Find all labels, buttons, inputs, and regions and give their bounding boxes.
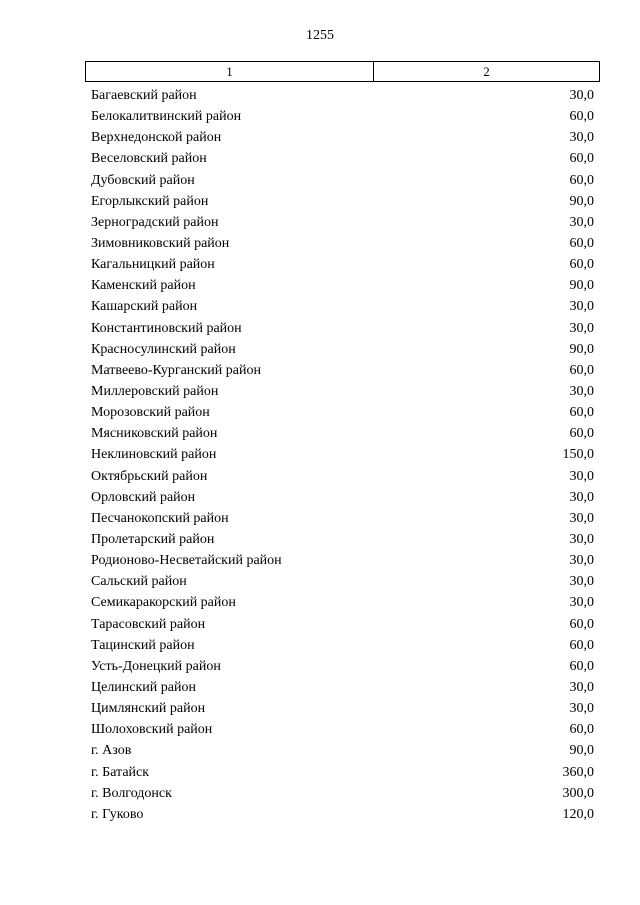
district-value: 60,0 — [569, 426, 594, 442]
district-value: 30,0 — [569, 510, 594, 526]
table-row — [85, 635, 600, 656]
district-value: 60,0 — [569, 257, 594, 273]
district-value: 60,0 — [569, 151, 594, 167]
district-value: 30,0 — [569, 531, 594, 547]
district-name: Мясниковский район — [91, 426, 218, 442]
table-header-row — [85, 61, 600, 82]
district-value: 60,0 — [569, 362, 594, 378]
table-row — [85, 592, 600, 613]
district-value: 360,0 — [562, 764, 594, 780]
table-row — [85, 423, 600, 444]
table-row — [85, 508, 600, 529]
district-value: 60,0 — [569, 405, 594, 421]
district-value: 90,0 — [569, 341, 594, 357]
table-row — [85, 127, 600, 148]
district-name: Верхнедонской район — [91, 130, 222, 146]
district-name: Константиновский район — [91, 320, 242, 336]
district-value: 60,0 — [569, 109, 594, 125]
table-row — [85, 254, 600, 275]
table-row — [85, 550, 600, 571]
district-name: Веселовский район — [91, 151, 207, 167]
table-row — [85, 444, 600, 465]
district-value: 30,0 — [569, 88, 594, 103]
table-row — [85, 360, 600, 381]
table-row — [85, 402, 600, 423]
district-value: 60,0 — [569, 235, 594, 251]
district-value: 30,0 — [569, 468, 594, 484]
district-value: 60,0 — [569, 616, 594, 632]
district-name: Семикаракорский район — [91, 595, 236, 611]
district-name: Матвеево-Курганский район — [91, 362, 261, 378]
table-row — [85, 170, 600, 191]
table-row — [85, 233, 600, 254]
district-name: Октябрьский район — [91, 468, 208, 484]
district-name: Зимовниковский район — [91, 235, 230, 251]
table-row — [85, 677, 600, 698]
district-name: Багаевский район — [91, 88, 197, 103]
district-name: Сальский район — [91, 574, 187, 590]
district-value: 60,0 — [569, 658, 594, 674]
table-row — [85, 212, 600, 233]
district-value: 30,0 — [569, 214, 594, 230]
district-name: Красносулинский район — [91, 341, 236, 357]
district-name: Усть-Донецкий район — [91, 658, 221, 674]
table-row — [85, 571, 600, 592]
district-value: 30,0 — [569, 130, 594, 146]
table-row — [85, 339, 600, 360]
district-value: 30,0 — [569, 574, 594, 590]
district-name: г. Азов — [91, 743, 132, 759]
table-row — [85, 614, 600, 635]
table-row — [85, 381, 600, 402]
district-value: 120,0 — [562, 806, 594, 822]
district-name: Егорлыкский район — [91, 193, 209, 209]
district-name: г. Волгодонск — [91, 785, 172, 801]
district-value: 60,0 — [569, 172, 594, 188]
district-name: Цимлянский район — [91, 701, 206, 717]
district-value: 60,0 — [569, 722, 594, 738]
table-row — [85, 804, 600, 825]
district-value: 150,0 — [562, 447, 594, 463]
district-value: 30,0 — [569, 595, 594, 611]
district-name: Каменский район — [91, 278, 196, 294]
table-row — [85, 762, 600, 783]
district-name: Родионово-Несветайский район — [91, 553, 282, 569]
district-name: Миллеровский район — [91, 383, 219, 399]
table-row — [85, 296, 600, 317]
district-name: г. Батайск — [91, 764, 150, 780]
district-name: Белокалитвинский район — [91, 109, 242, 125]
column-header-2: 2 — [483, 63, 490, 79]
district-name: Морозовский район — [91, 405, 210, 421]
table-row — [85, 698, 600, 719]
district-name: Песчанокопский район — [91, 510, 229, 526]
district-name: Пролетарский район — [91, 531, 215, 547]
district-name: Дубовский район — [91, 172, 195, 188]
table-row — [85, 783, 600, 804]
table-row — [85, 318, 600, 339]
district-value: 90,0 — [569, 743, 594, 759]
district-value: 90,0 — [569, 278, 594, 294]
table-row — [85, 106, 600, 127]
table-row — [85, 85, 600, 106]
district-name: Неклиновский район — [91, 447, 217, 463]
district-name: Орловский район — [91, 489, 196, 505]
district-value: 30,0 — [569, 553, 594, 569]
district-value: 30,0 — [569, 489, 594, 505]
district-value: 30,0 — [569, 701, 594, 717]
table-row — [85, 719, 600, 740]
table-row — [85, 275, 600, 296]
table-row — [85, 487, 600, 508]
table-row — [85, 656, 600, 677]
district-name: г. Гуково — [91, 806, 144, 822]
district-value: 30,0 — [569, 320, 594, 336]
district-value: 30,0 — [569, 383, 594, 399]
district-value: 30,0 — [569, 299, 594, 315]
district-name: Кагальницкий район — [91, 257, 215, 273]
table-row — [85, 529, 600, 550]
table-row — [85, 740, 600, 761]
district-value: 60,0 — [569, 637, 594, 653]
district-name: Тарасовский район — [91, 616, 206, 632]
table-row — [85, 191, 600, 212]
column-header-1: 1 — [86, 62, 374, 81]
district-name: Тацинский район — [91, 637, 195, 653]
table-body — [85, 85, 600, 825]
table-row — [85, 148, 600, 169]
page-number: 1255 — [306, 28, 334, 43]
district-name: Целинский район — [91, 679, 196, 695]
district-name: Кашарский район — [91, 299, 198, 315]
district-value: 90,0 — [569, 193, 594, 209]
district-name: Зерноградский район — [91, 214, 219, 230]
district-value: 300,0 — [562, 785, 594, 801]
district-value: 30,0 — [569, 679, 594, 695]
district-name: Шолоховский район — [91, 722, 213, 738]
table-row — [85, 466, 600, 487]
data-table — [85, 61, 600, 825]
